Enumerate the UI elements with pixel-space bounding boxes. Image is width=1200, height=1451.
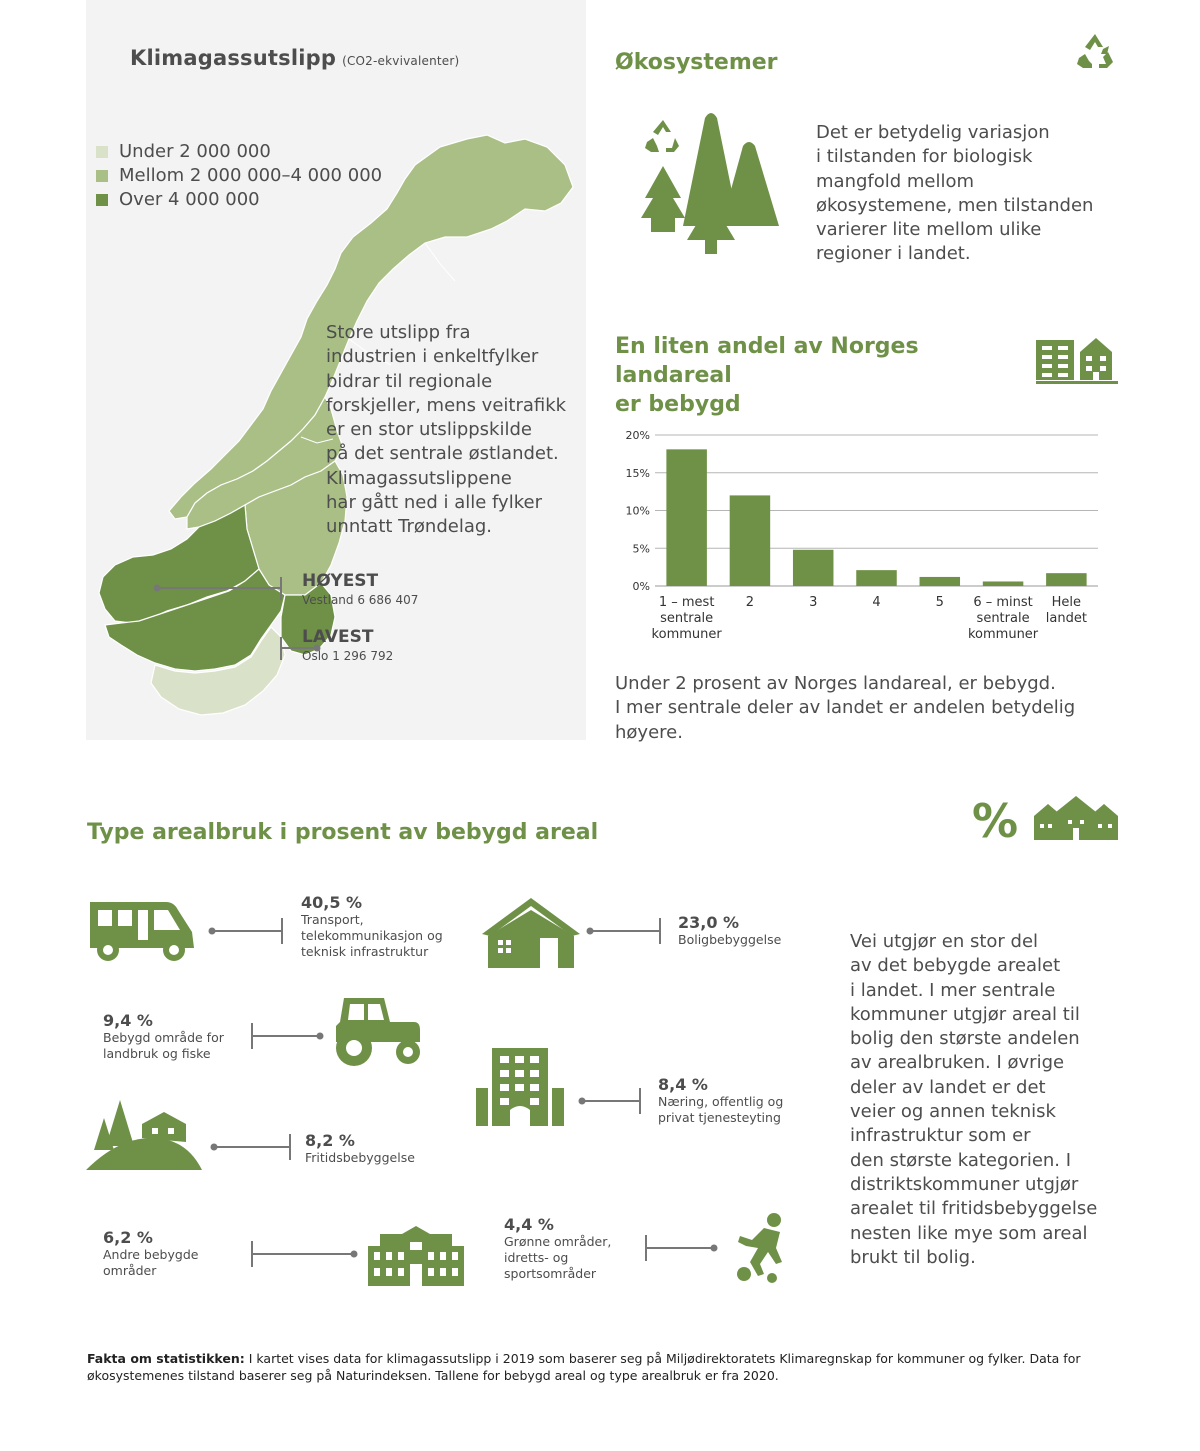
chart-x-tick-label: Hele [1051,595,1082,610]
land-use-title: Type arealbruk i prosent av bebygd areal [87,820,599,845]
chart-x-tick-label: 2 [745,595,755,610]
emissions-text-line: er en stor utslippskilde [326,419,532,441]
institution-icon [368,1226,464,1286]
callout-highest [302,571,418,607]
emissions-text-line: har gått ned i alle fylker [326,492,542,514]
land-use-text-line: arealet til fritidsbebyggelse [850,1198,1098,1220]
other-label: områder [103,1263,157,1278]
land-use-description [850,930,1120,1270]
land-use-text-line: i landet. I mer sentrale [850,979,1056,1001]
office-building-icon [476,1044,564,1126]
housing-percent: 23,0 % [678,913,740,932]
land-use-text-line: deler av landet er det [850,1076,1046,1098]
emissions-text-line: Klimagassutslippene [326,467,512,489]
land-use-text-line: infrastruktur som er [850,1125,1031,1147]
emissions-title [130,46,459,70]
ecosystems-text-line: i tilstanden for biologisk [816,146,1033,168]
callout-highest-title: HØYEST [302,571,379,591]
emissions-text-line: unntatt Trøndelag. [326,516,492,538]
leisure-percent: 8,2 % [305,1131,355,1150]
chart-y-tick-label: 0% [632,580,650,593]
emissions-title-text: Klimagassutslipp [130,46,337,70]
land-use-agriculture [103,1011,224,1062]
business-percent: 8,4 % [658,1075,708,1094]
chart-x-tick-label: kommuner [651,627,722,642]
land-use-text-line: bolig den største andelen [850,1028,1080,1050]
business-label: privat tjenesteyting [658,1110,781,1125]
agriculture-label: landbruk og fiske [103,1046,211,1061]
house-row-icon [1034,796,1118,842]
callout-highest-detail: Vestland 6 686 407 [302,593,419,607]
tractor-icon [330,996,422,1066]
land-use-other [103,1228,198,1279]
land-use-leisure [305,1131,415,1166]
emissions-description [326,321,581,540]
legend-label-low: Under 2 000 000 [119,141,271,162]
ecosystems-text-line: regioner i landet. [816,243,971,265]
transport-label: Transport, [301,912,364,927]
chart-grid [655,435,1098,586]
chart-bar [920,577,961,586]
legend-label-high: Over 4 000 000 [119,189,260,210]
footer-label: Fakta om statistikken: [87,1351,245,1366]
chart-bar [856,570,897,586]
built-area-caption-line: Under 2 prosent av Norges landareal, er bebygd. [615,673,1056,694]
ecosystems-title: Økosystemer [615,50,778,75]
chart-x-tick-label: sentrale [660,611,714,626]
legend-label-medium: Mellom 2 000 000–4 000 000 [119,165,383,186]
chart-x-tick-label: 3 [809,595,818,610]
chart-bars [666,449,1086,586]
buildings-icon [1036,336,1118,384]
agriculture-percent: 9,4 % [103,1011,153,1030]
ecosystems-text-line: Det er betydelig variasjon [816,122,1050,143]
built-area-title-line1: En liten andel av Norges landareal [615,334,919,388]
callout-lowest [302,627,393,663]
chart-x-tick-label: 4 [872,595,881,610]
ecosystems-text-line: mangfold mellom [816,170,975,192]
chart-x-tick-label: kommuner [967,627,1039,642]
emissions-text-line: på det sentrale østlandet. [326,443,559,465]
house-icon [482,898,580,968]
bus-icon [86,898,198,962]
forest-recycle-icon [635,108,785,258]
callout-lowest-detail: Oslo 1 296 792 [302,649,394,663]
callout-dot-highest [154,585,161,592]
chart-x-axis [652,595,1087,642]
cabin-icon [86,1096,202,1170]
built-area-title [615,332,1035,419]
land-use-text-line: veier og annen teknisk [850,1101,1056,1123]
agriculture-label: Bebygd område for [103,1030,224,1045]
chart-bar [666,449,707,586]
land-use-text-line: Vei utgjør en stor del [850,931,1039,952]
emissions-text-line: bidrar til regionale [326,370,493,392]
land-use-text-line: den største kategorien. I [850,1149,1072,1171]
land-use-transport [301,893,443,960]
chart-y-tick-label: 5% [632,542,650,556]
chart-bar [1046,573,1087,586]
leisure-label: Fritidsbebyggelse [305,1150,415,1165]
land-use-business [658,1075,783,1126]
land-use-text-line: nesten like mye som areal [850,1222,1088,1244]
housing-label: Boligbebyggelse [678,932,782,947]
footer-note [87,1350,1117,1384]
green-percent: 4,4 % [504,1215,554,1234]
callout-lowest-title: LAVEST [302,627,374,647]
green-label: Grønne områder, [504,1234,612,1249]
emissions-unit: (CO2-ekvivalenter) [342,54,460,68]
transport-label: teknisk infrastruktur [301,944,429,959]
land-use-text-line: av det bebygde arealet [850,955,1061,977]
transport-percent: 40,5 % [301,893,363,912]
chart-x-tick-label: landet [1045,611,1087,626]
chart-y-tick-label: 15% [625,466,650,480]
chart-bar [983,581,1024,586]
land-use-housing [678,913,781,948]
percent-icon: % [972,794,1019,848]
chart-x-tick-label: sentrale [976,611,1030,626]
chart-x-tick-label: 6 – minst [973,595,1033,610]
chart-bar [793,550,834,586]
other-label: Andre bebygde [103,1247,199,1262]
ecosystems-description [816,121,1116,267]
recycle-icon [1073,30,1117,74]
land-use-text-line: kommuner utgjør areal til [850,1003,1080,1025]
chart-y-tick-label: 10% [625,504,650,518]
chart-bar [730,495,771,586]
built-area-caption [615,672,1115,745]
ecosystems-text-line: varierer lite mellom ulike [816,219,1042,241]
football-player-icon [736,1212,788,1284]
emissions-text-line: Store utslipp fra [326,322,471,343]
business-label: Næring, offentlig og [658,1094,784,1109]
green-label: sportsområder [504,1266,597,1281]
built-area-title-line2: er bebygd [615,392,741,417]
built-area-caption-line: høyere. [615,721,683,743]
chart-x-tick-label: 1 – mest [658,595,715,610]
ecosystems-text-line: økosystemene, men tilstanden [816,194,1094,216]
built-area-bar-chart [610,420,1110,650]
emissions-text-line: industrien i enkeltfylker [326,346,539,368]
emissions-text-line: forskjeller, mens veitrafikk [326,394,567,416]
chart-x-tick-label: 5 [935,595,944,610]
transport-label: telekommunikasjon og [301,928,443,943]
land-use-text-line: distriktskommuner utgjør [850,1173,1079,1195]
footer-text: I kartet vises data for klimagassutslipp i 2019 som baserer seg på Miljødirektoratets Klimaregnskap for kommuner og fylker. Data for økosystemenes tilstand baserer seg på Naturindeksen. Tallene for bebygd areal og type arealbruk er fra 2020. [87,1351,1081,1383]
other-percent: 6,2 % [103,1228,153,1247]
chart-y-axis [626,429,650,593]
land-use-text-line: brukt til bolig. [850,1246,976,1268]
built-area-caption-line: I mer sentrale deler av landet er andelen betydelig [615,697,1076,719]
land-use-green [504,1215,611,1282]
chart-y-tick-label: 20% [625,429,650,442]
green-label: idretts- og [504,1250,569,1265]
land-use-text-line: av arealbruken. I øvrige [850,1052,1065,1074]
